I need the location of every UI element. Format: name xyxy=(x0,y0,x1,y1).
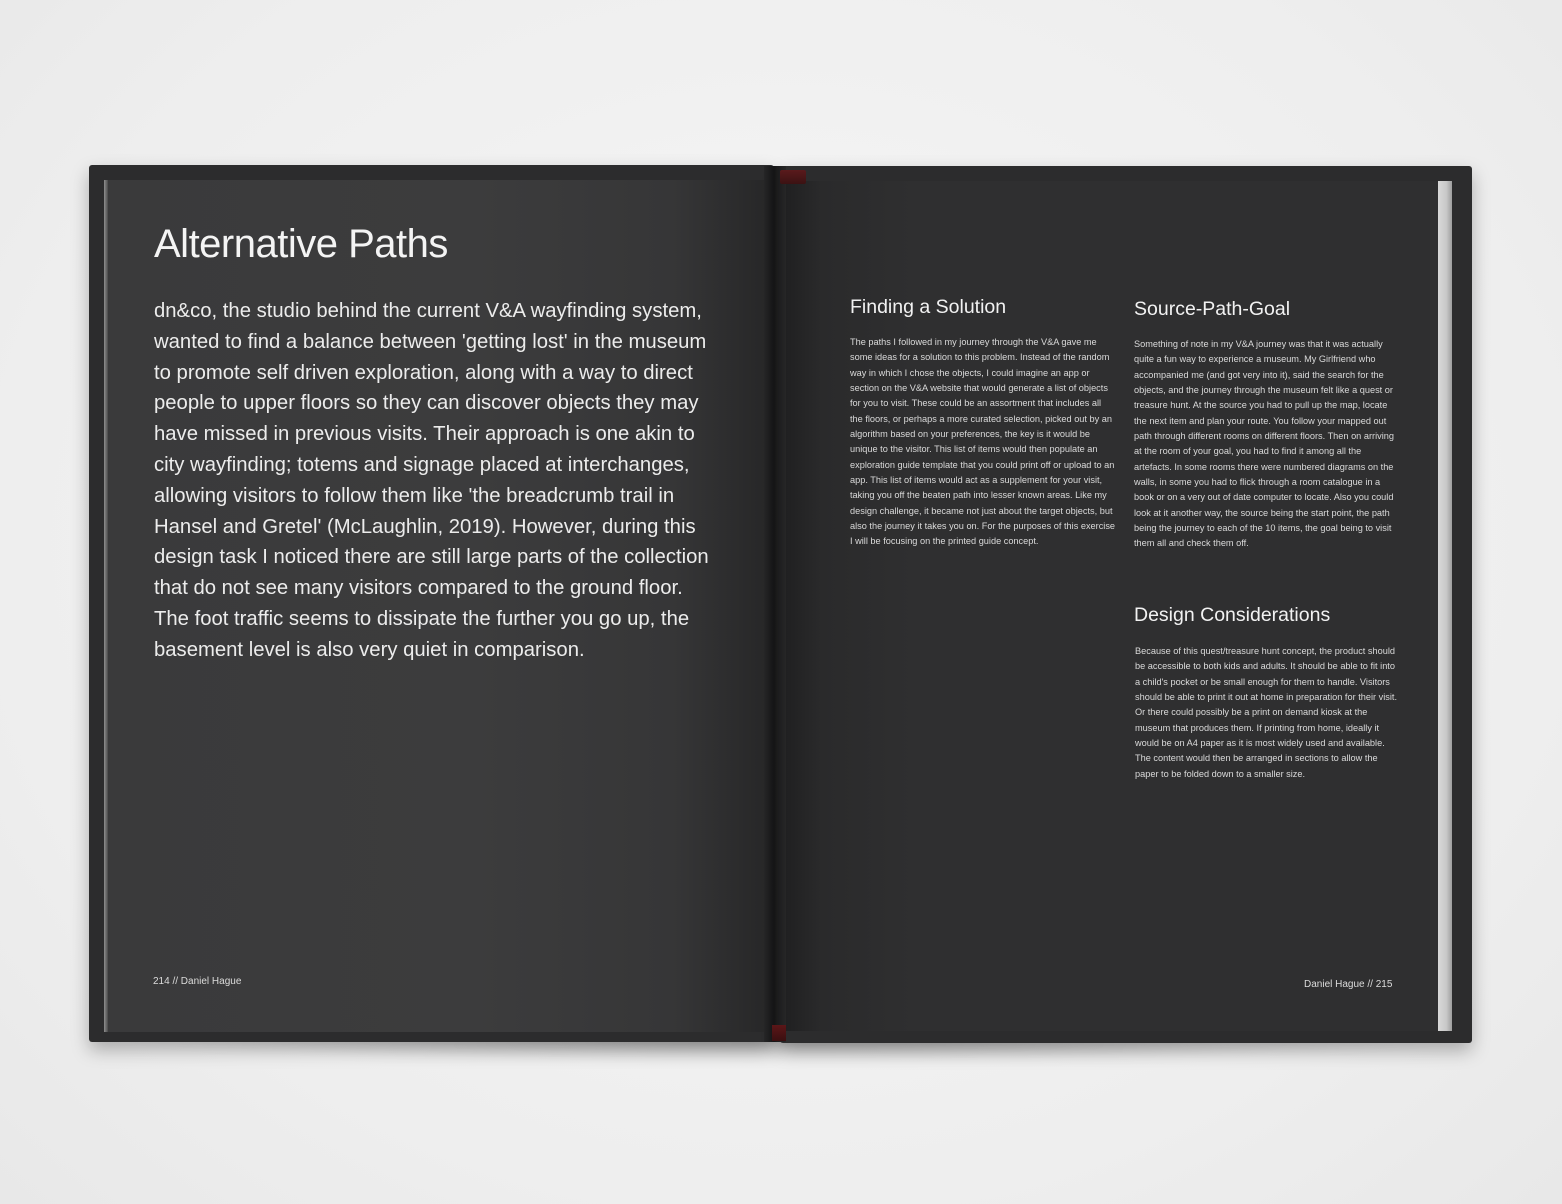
bookmark-ribbon-bottom xyxy=(772,1025,786,1041)
intro-paragraph: dn&co, the studio behind the current V&A wayfinding system, wanted to find a balance between 'getting lost' in the museum to promote self driven exploration, along with a way to direct people to upper floors so they can discover objects they may have missed in previous visits. Their approach is one akin to city wayfinding; totems and signage placed at interchanges, allowing visitors to follow them like 'the breadcrumb trail in Hansel and Gretel' (McLaughlin, 2019). However, during this design task I noticed there are still large parts of the collection that do not see many visitors compared to the ground floor. The foot traffic seems to dissipate the further you go up, the basement level is also very quiet in comparison. xyxy=(154,300,709,661)
page-edge-right xyxy=(1438,181,1452,1031)
heading-source-path-goal: Source-Path-Goal xyxy=(1134,298,1291,320)
heading-design-considerations: Design Considerations xyxy=(1134,604,1331,626)
folio-left: 214 // Daniel Hague xyxy=(153,976,242,987)
heading-finding-a-solution: Finding a Solution xyxy=(850,296,1007,318)
book-gutter xyxy=(764,166,786,1042)
body-source-path-goal: Something of note in my V&A journey was that it was actually quite a fun way to experience a museum. My Girlfriend who accompanied me (and got very into it), said the search for the objects, and the journey through the museum felt like a quest or treasure hunt. At the source you had to pull up the map, locate the next item and plan your route. You follow your mapped out path through different rooms on different floors. Then on arriving at the room of your goal, you had to find it among all the artefacts. In some rooms there were numbered diagrams on the walls, in some you had to flick through a room catalogue in a book or on a very out of date computer to locate. Also you could look at it another way, the source being the start point, the path being the journey to each of the 10 items, the goal being to visit them all and check them off. xyxy=(1134,339,1394,549)
page-title: Alternative Paths xyxy=(154,222,448,266)
folio-right: Daniel Hague // 215 xyxy=(1304,979,1393,990)
bookmark-ribbon-top xyxy=(780,170,806,184)
body-finding-a-solution: The paths I followed in my journey through the V&A gave me some ideas for a solution to this problem. Instead of the random way in which I chose the objects, I could imagine an app or section on the V&A website that would generate a list of objects for you to visit. These could be an assortment that includes all the floors, or perhaps a more curated selection, picked out by an algorithm based on your preferences, the key is it would be unique to the visitor. This list of items would then populate an exploration guide template that you could print off or upload to an app. This list of items would act as a supplement for your visit, taking you off the beaten path into lesser known areas. Like my design challenge, it became not just about the target objects, but also the journey it takes you on. For the purposes of this exercise I will be focusing on the printed guide concept. xyxy=(850,337,1116,547)
body-design-considerations: Because of this quest/treasure hunt concept, the product should be accessible to both kids and adults. It should be able to fit into a child's pocket or be small enough for them to handle. Visitors should be able to print it out at home in preparation for their visit. Or there could possibly be a print on demand kiosk at the museum that produces them. If printing from home, ideally it would be on A4 paper as it is most widely used and available. The content would then be arranged in sections to allow the paper to be folded down to a smaller size. xyxy=(1135,646,1397,779)
